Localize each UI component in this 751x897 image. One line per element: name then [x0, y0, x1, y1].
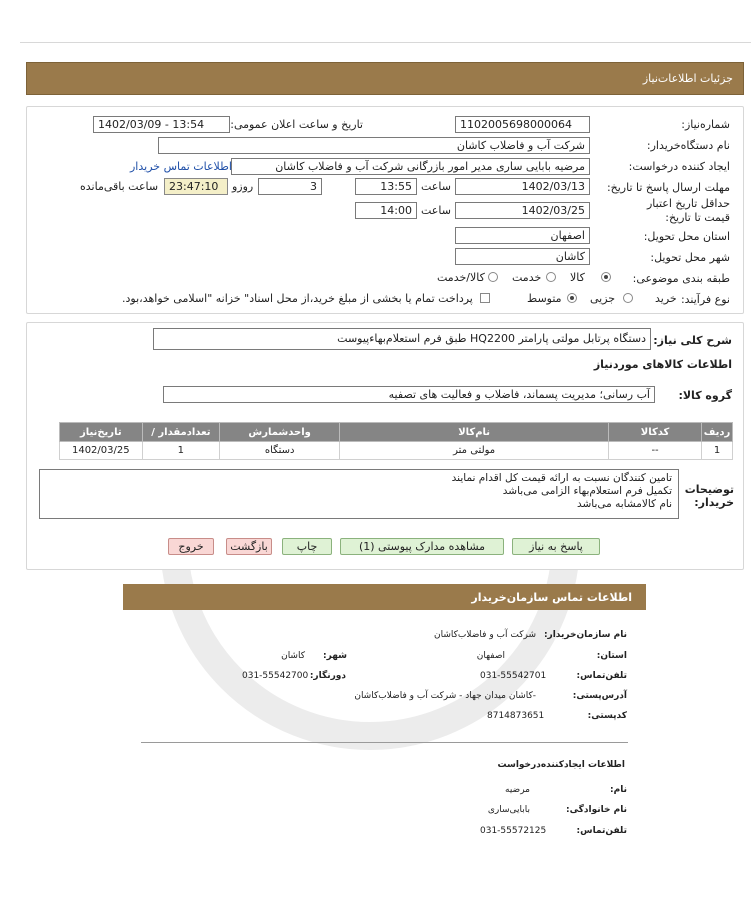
description-field: دستگاه پرتابل مولتی پارامتر HQ2200 طبق فرم استعلام‌بهاء‌پیوست [153, 328, 651, 350]
col-quantity: / تعدادمقدار [142, 423, 220, 442]
process-radio-purchase[interactable] [623, 293, 633, 303]
print-button[interactable]: چاپ [282, 538, 332, 555]
page-header [26, 62, 744, 95]
table-row [60, 442, 733, 460]
category-option-goods: کالا [570, 271, 585, 284]
col-row: ردیف [702, 423, 733, 442]
category-label: طبقه بندی موضوعی: [632, 272, 730, 285]
contact-phone-label: تلفن‌تماس: [576, 671, 627, 681]
contact-city-value: کاشان [281, 651, 305, 661]
page-title: جزئیات اطلاعات‌نیاز [642, 72, 733, 85]
city-label: شهر محل تحویل: [650, 251, 730, 264]
process-label: نوع فرآیند: [680, 293, 730, 306]
payment-note: پرداخت تمام یا بخشی از مبلغ خرید،از محل اسناد" خزانه "اسلامی خواهد،بود. [122, 292, 473, 305]
process-option-purchase: خرید [655, 292, 677, 305]
treasury-checkbox[interactable] [480, 293, 490, 303]
province-label: استان محل تحویل: [643, 230, 730, 243]
section-divider [141, 742, 628, 743]
org-value: شرکت آب و فاضلاب‌کاشان [434, 630, 536, 640]
cell-item-name: مولتی متر [340, 442, 609, 460]
postal-code-value: 8714873651 [487, 711, 545, 721]
need-number-field: 1102005698000064 [455, 116, 590, 133]
creator-label: ایجاد کننده درخواست: [628, 160, 730, 173]
postal-code-label: کدپستی: [587, 711, 627, 721]
process-option-minor: جزیی [590, 292, 616, 305]
col-item-code: کدکالا [609, 423, 702, 442]
buyer-note-line: نام کالامشابه می‌باشد [576, 498, 672, 510]
col-need-date: تاریخ‌نیاز [60, 423, 143, 442]
contact-province-value: اصفهان [476, 651, 505, 661]
goods-group-label: گروه کالا: [678, 389, 732, 402]
deadline-time-label: ساعت [421, 180, 451, 193]
buyer-note-line: تکمیل فرم استعلام‌بهاء الزامی می‌باشد [502, 485, 672, 497]
province-field: اصفهان [455, 227, 590, 244]
buyer-notes-box [39, 469, 679, 519]
remaining-label: ساعت باقی‌مانده [80, 180, 159, 193]
buyer-notes-label: توضیحات خریدار: [684, 483, 734, 509]
buyer-field: شرکت آب و فاضلاب کاشان [158, 137, 590, 154]
contact-section-title: اطلاعات تماس سازمان‌خریدار [471, 591, 632, 604]
category-option-service: خدمت [512, 271, 542, 284]
need-number-label: شماره‌نیاز: [681, 118, 730, 131]
creator-field: مرضیه بابایی ساری مدیر امور بازرگانی شرکت آب و فاضلاب کاشان [231, 158, 590, 175]
cell-need-date: 1402/03/25 [60, 442, 143, 460]
fax-value: 031-55542700 [242, 671, 309, 681]
creator-phone-value: 031-55572125 [480, 826, 547, 836]
address-label: آدرس‌پستی: [572, 691, 627, 701]
back-button[interactable]: بازگشت [226, 538, 272, 555]
contact-province-label: استان: [596, 651, 627, 661]
process-radio-medium[interactable] [567, 293, 577, 303]
days-field: 3 [258, 178, 322, 195]
category-radio-both[interactable] [488, 272, 498, 282]
exit-button[interactable]: خروج [168, 538, 214, 555]
items-table [59, 422, 733, 460]
contact-section-header [123, 584, 646, 610]
address-value: -کاشان میدان جهاد - شرکت آب و فاضلاب‌کاشان [354, 691, 536, 701]
city-field: کاشان [455, 248, 590, 265]
category-radio-goods[interactable] [601, 272, 611, 282]
cell-quantity: 1 [142, 442, 220, 460]
cell-unit: دستگاه [220, 442, 340, 460]
creator-info-title: اطلاعات ایجادکننده‌درخواست [497, 760, 625, 770]
deadline-time-field: 13:55 [355, 178, 417, 195]
cell-item-code: -- [609, 442, 702, 460]
validity-label: حداقل تاریخ اعتبار قیمت تا تاریخ: [646, 197, 730, 224]
col-item-name: نام‌کالا [340, 423, 609, 442]
goods-group-field: آب رسانی؛ مدیریت پسماند، فاضلاب و فعالیت های تصفیه [163, 386, 655, 403]
contact-city-label: شهر: [323, 651, 347, 661]
fax-label: دورنگار: [309, 671, 346, 681]
org-label: نام سازمان‌خریدار: [543, 630, 627, 640]
creator-name-value: مرضیه [505, 785, 530, 795]
category-option-both: کالا/خدمت [437, 271, 485, 284]
validity-time-field: 14:00 [355, 202, 417, 219]
view-attachments-button[interactable]: مشاهده مدارک پیوستی (1) [340, 538, 504, 555]
creator-phone-label: تلفن‌تماس: [576, 826, 627, 836]
creator-family-value: بابایی‌ساری [487, 805, 530, 815]
buyer-note-line: تامین کنندگان نسبت به ارائه قیمت کل اقدام نمایند [451, 472, 672, 484]
deadline-date-field: 1402/03/13 [455, 178, 590, 195]
buyer-contact-link[interactable]: اطلاعات تماس خریدار [130, 160, 232, 173]
top-divider [20, 42, 751, 43]
contact-phone-value: 031-55542701 [480, 671, 547, 681]
cell-row-number: 1 [702, 442, 733, 460]
process-option-medium: متوسط [527, 292, 562, 305]
reply-button[interactable]: پاسخ به نیاز [512, 538, 600, 555]
validity-time-label: ساعت [421, 204, 451, 217]
buyer-label: نام دستگاه‌خریدار: [646, 139, 730, 152]
announce-field: 1402/03/09 - 13:54 [93, 116, 230, 133]
validity-date-field: 1402/03/25 [455, 202, 590, 219]
remaining-time-field: 23:47:10 [164, 178, 228, 195]
goods-heading: اطلاعات کالاهای موردنیاز [593, 358, 732, 371]
col-unit: واحدشمارش [220, 423, 340, 442]
announce-label: تاریخ و ساعت اعلان عمومی: [230, 118, 363, 131]
deadline-label: مهلت ارسال پاسخ تا تاریخ: [606, 181, 730, 194]
creator-family-label: نام خانوادگی: [565, 805, 627, 815]
category-radio-service[interactable] [546, 272, 556, 282]
description-label: شرح کلی نیاز: [653, 334, 732, 347]
days-label: روزو [232, 180, 254, 193]
creator-name-label: نام: [610, 785, 627, 795]
